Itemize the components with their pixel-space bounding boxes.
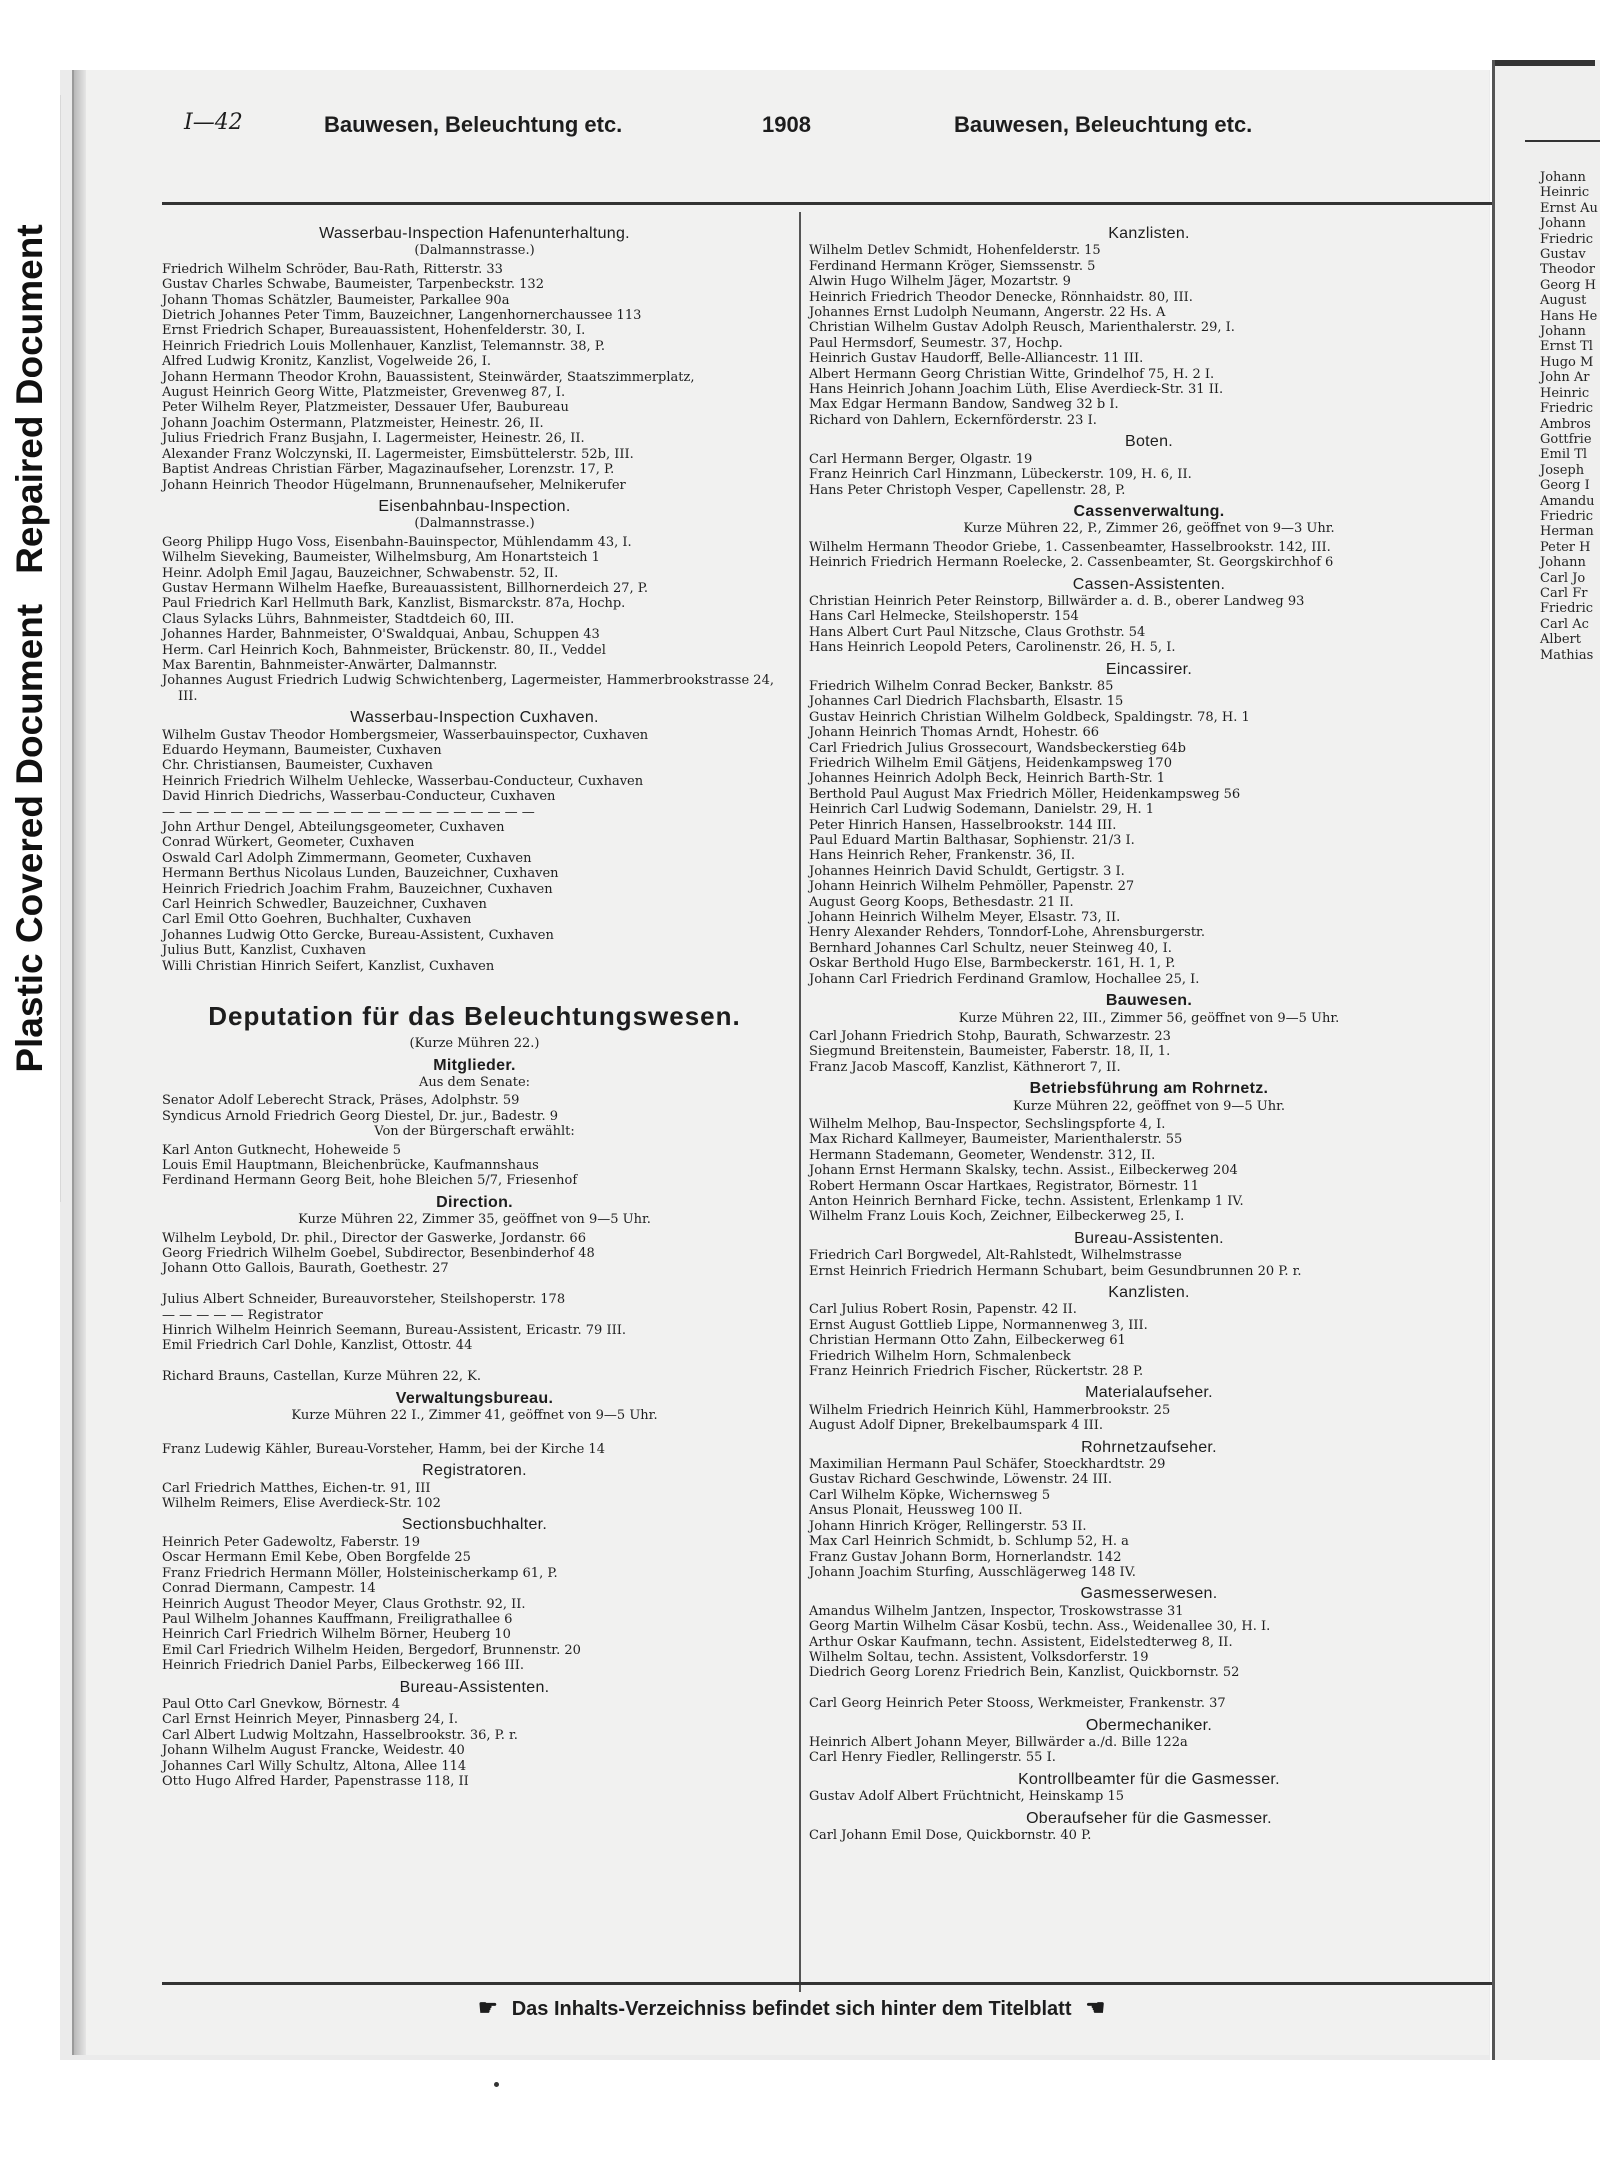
footer-note (464, 1995, 1119, 2021)
footer-rule (162, 1982, 1492, 1985)
list-item: Hans Heinrich Reher, Frankenstr. 36, II. (809, 848, 1076, 864)
section (162, 1680, 787, 1790)
list-item: Paul Eduard Martin Balthasar, Sophienstr. 21/3 I. (809, 833, 1135, 849)
list-item: Berthold Paul August Max Friedrich Möller, Heidenkampsweg 56 (809, 786, 1241, 802)
section (162, 710, 787, 974)
entry-list (809, 452, 1489, 498)
section (809, 226, 1489, 428)
section-title: Gasmesserwesen. (1080, 1585, 1218, 1603)
fragment-line: Friedric (1540, 508, 1594, 524)
left-column (162, 220, 787, 1789)
list-item: Paul Friedrich Karl Hellmuth Bark, Kanzlist, Bismarckstr. 87a, Hochp. (162, 596, 626, 612)
list-item: Wilhelm Detlev Schmidt, Hohenfelderstr. 15 (809, 243, 1101, 259)
section-title: Bureau-Assistenten. (399, 1678, 550, 1696)
list-item: Ferdinand Hermann Kröger, Siemssenstr. 5 (809, 258, 1096, 274)
list-item: August Heinrich Georg Witte, Platzmeister, Grevenweg 87, I. (162, 385, 566, 401)
entry-list (809, 1302, 1489, 1379)
side-label-right: Repaired Document (9, 224, 50, 574)
fragment-line: Amandu (1540, 493, 1595, 509)
page-tab (1492, 60, 1595, 66)
section-subtitle: Kurze Mühren 22 I., Zimmer 41, geöffnet von 9—5 Uhr. (291, 1408, 658, 1424)
fragment-line: Johann (1540, 555, 1586, 571)
list-item: Johannes Heinrich Adolph Beck, Heinrich Barth-Str. 1 (809, 771, 1165, 787)
fragment-line: Ernst Au (1540, 200, 1598, 216)
fragment-line: Gustav (1540, 247, 1586, 263)
fragment-line: Johann (1540, 324, 1586, 340)
list-item: Carl Emil Otto Goehren, Buchhalter, Cuxhaven (162, 912, 472, 928)
header-title-right: Bauwesen, Beleuchtung etc. (954, 112, 1253, 137)
list-item: Hermann Berthus Nicolaus Lunden, Bauzeichner, Cuxhaven (162, 866, 559, 882)
list-item: Heinrich Carl Friedrich Wilhelm Börner, Heuberg 10 (162, 1627, 511, 1643)
list-item: Albert Hermann Georg Christian Witte, Grindelhof 75, H. 2 I. (809, 366, 1215, 382)
adjacent-page (1492, 60, 1600, 2060)
list-item: Johannes Harder, Bahnmeister, O'Swaldquai, Anbau, Schuppen 43 (162, 627, 600, 643)
fragment-line: Gottfrie (1540, 431, 1592, 447)
list-item: Friedrich Wilhelm Emil Gätjens, Heidenkampsweg 170 (809, 756, 1172, 771)
fragment-line: Georg I (1540, 478, 1590, 494)
section (162, 226, 787, 493)
list-item: Heinr. Adolph Emil Jagau, Bauzeichner, Schwabenstr. 52, II. (162, 565, 559, 581)
list-item: Johannes Heinrich David Schuldt, Gertigstr. 3 I. (809, 863, 1125, 879)
section (162, 1391, 787, 1458)
list-item: Johann Heinrich Wilhelm Meyer, Elsastr. 73, II. (809, 910, 1121, 926)
entry-list (162, 1697, 787, 1789)
list-item: Wilhelm Friedrich Heinrich Kühl, Hammerbrookstr. 25 (809, 1402, 1171, 1418)
list-item: Wilhelm Melhop, Bau-Inspector, Sechslingspforte 4, I. (809, 1116, 1166, 1132)
list-item: Wilhelm Sieveking, Baumeister, Wilhelmsburg, Am Honartsteich 1 (162, 550, 600, 566)
fragment-line: Friedric (1540, 601, 1594, 617)
list-item: Conrad Diermann, Campestr. 14 (162, 1581, 376, 1597)
section-subtitle: Aus dem Senate: (418, 1074, 531, 1090)
list-item: Carl Julius Robert Rosin, Papenstr. 42 II. (809, 1302, 1077, 1318)
section (809, 1285, 1489, 1379)
section-title: Betriebsführung am Rohrnetz. (1029, 1080, 1269, 1098)
entry-list (809, 1403, 1489, 1434)
list-item: Robert Hermann Oscar Hartkaes, Registrator, Börnestr. 11 (809, 1178, 1199, 1194)
list-item: Hans Heinrich Johann Joachim Lüth, Elise Averdieck-Str. 31 II. (809, 382, 1224, 398)
section (809, 993, 1489, 1075)
section-subtitle: Kurze Mühren 22, III., Zimmer 56, geöffnet von 9—5 Uhr. (958, 1010, 1340, 1026)
section-subtitle: (Kurze Mühren 22.) (409, 1036, 540, 1052)
section-subtitle: Kurze Mühren 22, geöffnet von 9—5 Uhr. (1012, 1098, 1286, 1114)
list-item: Johann Thomas Schätzler, Baumeister, Parkallee 90a (162, 292, 510, 308)
list-item: Johann Heinrich Thomas Arndt, Hohestr. 66 (809, 725, 1100, 741)
section (809, 1811, 1489, 1844)
fragment-line: August (1540, 293, 1587, 309)
list-item: Friedrich Wilhelm Schröder, Bau-Rath, Ritterstr. 33 (162, 261, 503, 277)
section-title: Registratoren. (422, 1462, 527, 1480)
list-item: Max Edgar Hermann Bandow, Sandweg 32 b I. (809, 397, 1119, 413)
side-label-left: Plastic Covered Document (9, 603, 50, 1073)
list-item: Heinrich Albert Johann Meyer, Billwärder a./d. Bille 122a (809, 1734, 1188, 1750)
fragment-line: Albert (1540, 632, 1581, 648)
list-item: Johann Carl Friedrich Ferdinand Gramlow, Hochallee 25, I. (809, 971, 1200, 987)
list-item: Wilhelm Hermann Theodor Griebe, 1. Cassenbeamter, Hasselbrookstr. 142, III. (809, 539, 1331, 555)
list-item: Hinrich Wilhelm Heinrich Seemann, Bureau-Assistent, Ericastr. 79 III. (162, 1323, 626, 1338)
entry-list (809, 1604, 1489, 1712)
list-item: Emil Carl Friedrich Wilhelm Heiden, Bergedorf, Brunnenstr. 20 (162, 1642, 581, 1658)
entry-list (162, 1093, 787, 1124)
section (162, 1000, 787, 1051)
list-item: Chr. Christiansen, Baumeister, Cuxhaven (162, 758, 433, 774)
fragment-line: Hugo M (1540, 354, 1594, 370)
fragment-line: Johann (1540, 216, 1586, 232)
list-item: Baptist Andreas Christian Färber, Magazinaufseher, Lorenzstr. 17, P. (162, 462, 615, 478)
list-item: Oskar Berthold Hugo Else, Barmbeckerstr. 161, H. 1, P. (809, 956, 1176, 972)
section-title: Boten. (1124, 433, 1174, 451)
list-item: Heinrich Friedrich Wilhelm Uehlecke, Wasserbau-Conducteur, Cuxhaven (162, 773, 644, 789)
entry-list (162, 728, 787, 975)
list-item: Franz Ludewig Kähler, Bureau-Vorsteher, Hamm, bei der Kirche 14 (162, 1441, 605, 1457)
list-item: Heinrich Carl Ludwig Sodemann, Danielstr. 29, H. 1 (809, 802, 1155, 818)
list-item: Heinrich Friedrich Hermann Roelecke, 2. Cassenbeamter, St. Georgskirchhof 6 (809, 555, 1334, 571)
list-item: Louis Emil Hauptmann, Bleichenbrücke, Kaufmannshaus (162, 1157, 539, 1173)
list-item: Johannes Carl Willy Schultz, Altona, Allee 114 (162, 1758, 467, 1774)
list-item: Max Richard Kallmeyer, Baumeister, Marienthalerstr. 55 (809, 1132, 1183, 1148)
entry-list (162, 1481, 787, 1512)
list-item (809, 1681, 1489, 1696)
list-item: Franz Gustav Johann Borm, Hornerlandstr. 142 (809, 1549, 1122, 1565)
fragment-line: Hans He (1540, 308, 1598, 324)
list-item: Peter Wilhelm Reyer, Platzmeister, Dessauer Ufer, Baubureau (162, 400, 569, 416)
list-item: Paul Otto Carl Gnevkow, Börnestr. 4 (162, 1696, 401, 1712)
list-item: Heinrich Peter Gadewoltz, Faberstr. 19 (162, 1534, 421, 1550)
list-item: Julius Friedrich Franz Busjahn, I. Lagermeister, Heinestr. 26, II. (162, 431, 585, 447)
list-item: Johannes Ernst Ludolph Neumann, Angerstr. 22 Hs. A (809, 305, 1166, 321)
section (809, 662, 1489, 988)
section (162, 499, 787, 704)
list-item: Franz Jacob Mascoff, Kanzlist, Käthnerort 7, II. (809, 1059, 1121, 1075)
list-item: Peter Hinrich Hansen, Hasselbrookstr. 144 III. (809, 817, 1117, 833)
list-item: Alwin Hugo Wilhelm Jäger, Mozartstr. 9 (809, 274, 1071, 290)
list-item: Carl Hermann Berger, Olgastr. 19 (809, 451, 1033, 467)
section-subtitle: (Dalmannstrasse.) (414, 516, 535, 532)
section-title: Cassenverwaltung. (1073, 502, 1225, 520)
section-title: Cassen-Assistenten. (1072, 575, 1226, 593)
list-item: Franz Friedrich Hermann Möller, Holsteinischerkamp 61, P. (162, 1565, 558, 1581)
list-item: Heinrich Friedrich Daniel Parbs, Eilbeckerweg 166 III. (162, 1658, 525, 1674)
list-item: Johann Hermann Theodor Krohn, Bauassistent, Steinwärder, Staatszimmerplatz, (162, 369, 695, 385)
list-item: Max Barentin, Bahnmeister-Anwärter, Dalmannstr. (162, 657, 498, 673)
section (809, 504, 1489, 571)
list-item (162, 1277, 787, 1292)
list-item: Hermann Stademann, Geometer, Wendenstr. 312, II. (809, 1147, 1156, 1163)
list-item: Heinrich Gustav Haudorff, Belle-Alliancestr. 11 III. (809, 351, 1144, 367)
pointing-hand-icon: ☚ (1085, 1995, 1106, 2020)
list-item: Heinrich Friedrich Joachim Frahm, Bauzeichner, Cuxhaven (162, 881, 553, 897)
list-item: Julius Albert Schneider, Bureauvorsteher, Steilshoperstr. 178 (162, 1292, 566, 1308)
list-item: Paul Wilhelm Johannes Kauffmann, Freiligrathallee 6 (162, 1611, 513, 1627)
fragment-line: Joseph (1540, 462, 1585, 478)
list-item: Johann Hinrich Kröger, Rellingerstr. 53 II. (809, 1518, 1087, 1534)
entry-list (809, 679, 1489, 987)
list-item: Henry Alexander Rehders, Tonndorf-Lohe, Ahrensburgerstr. (809, 925, 1205, 941)
column-divider (799, 212, 801, 1992)
entry-list (809, 1735, 1489, 1766)
section (809, 1385, 1489, 1433)
list-item: Johann Joachim Ostermann, Platzmeister, Heinestr. 26, II. (162, 415, 544, 431)
entry-list (162, 535, 787, 704)
list-item: John Arthur Dengel, Abteilungsgeometer, Cuxhaven (162, 820, 505, 836)
entry-list (809, 1248, 1489, 1279)
list-item: Siegmund Breitenstein, Baumeister, Faberstr. 18, II, 1. (809, 1044, 1171, 1060)
list-item: David Hinrich Diedrichs, Wasserbau-Conducteur, Cuxhaven (162, 789, 556, 805)
list-item: Johannes Ludwig Otto Gercke, Bureau-Assistent, Cuxhaven (162, 927, 554, 943)
list-item: Georg Friedrich Wilhelm Goebel, Subdirector, Besenbinderhof 48 (162, 1245, 595, 1261)
list-item: Dietrich Johannes Peter Timm, Bauzeichner, Langenhornerchaussee 113 (162, 308, 642, 324)
fragment-line: Carl Jo (1540, 570, 1586, 586)
fragment-line: Friedric (1540, 231, 1594, 247)
list-item: Wilhelm Franz Louis Koch, Zeichner, Eilbeckerweg 25, I. (809, 1209, 1185, 1225)
section-title: Kanzlisten. (1108, 225, 1190, 242)
list-item: Carl Henry Fiedler, Rellingerstr. 55 I. (809, 1750, 1056, 1766)
document-page (72, 70, 1489, 2055)
section-title: Eincassirer. (1105, 660, 1193, 678)
list-item: — — — — — — — — — — — — — — — — — — — — — — (162, 804, 535, 820)
list-item: Johannes August Friedrich Ludwig Schwichtenberg, Lagermeister, Hammerbrookstrasse 24, III. (162, 673, 774, 704)
list-item: Richard von Dahlern, Eckernförderstr. 23 I. (809, 412, 1097, 428)
section (809, 1772, 1489, 1805)
list-item: Johann Heinrich Theodor Hügelmann, Brunnenaufseher, Melnikerufer (162, 477, 626, 493)
section-title: Wasserbau-Inspection Hafenunterhaltung. (319, 225, 630, 242)
entry-list (809, 1828, 1489, 1843)
section-title: Mitglieder. (433, 1056, 516, 1074)
list-item: Alexander Franz Wolczynski, II. Lagermeister, Eimsbüttelerstr. 52b, III. (162, 446, 634, 462)
fragment-line: Peter H (1540, 539, 1591, 555)
list-item: Carl Georg Heinrich Peter Stooss, Werkmeister, Frankenstr. 37 (809, 1696, 1226, 1712)
section (162, 1195, 787, 1385)
list-item (162, 1426, 787, 1441)
list-item: Willi Christian Hinrich Seifert, Kanzlist, Cuxhaven (162, 958, 495, 974)
section-subtitle: Von der Bürgerschaft erwählt: (374, 1124, 575, 1140)
entry-list (809, 1789, 1489, 1804)
list-item: Wilhelm Leybold, Dr. phil., Director der Gaswerke, Jordanstr. 66 (162, 1230, 586, 1246)
list-item: Friedrich Wilhelm Horn, Schmalenbeck (809, 1348, 1071, 1364)
header-year: 1908 (762, 112, 811, 137)
list-item: Senator Adolf Leberecht Strack, Präses, Adolphstr. 59 (162, 1093, 520, 1109)
list-item: Eduardo Heymann, Baumeister, Cuxhaven (162, 743, 442, 758)
section (809, 577, 1489, 656)
section-title: Rohrnetzaufseher. (1081, 1438, 1217, 1456)
list-item: Franz Heinrich Friedrich Fischer, Rückertstr. 28 P. (809, 1364, 1144, 1380)
list-item: Oswald Carl Adolph Zimmermann, Geometer, Cuxhaven (162, 850, 532, 866)
list-item: Ernst August Gottlieb Lippe, Normannenweg 3, III. (809, 1317, 1148, 1333)
entry-list (809, 540, 1489, 571)
list-item: Conrad Würkert, Geometer, Cuxhaven (162, 835, 415, 851)
list-item: Ansus Plonait, Heussweg 100 II. (809, 1503, 1023, 1519)
fragment-line: Friedric (1540, 401, 1594, 417)
list-item: Christian Wilhelm Gustav Adolph Reusch, Marienthalerstr. 29, I. (809, 320, 1235, 336)
list-item: Karl Anton Gutknecht, Hoheweide 5 (162, 1142, 401, 1158)
list-item: Bernhard Johannes Carl Schultz, neuer Steinweg 40, I. (809, 940, 1172, 956)
list-item: Johannes Carl Diedrich Flachsbarth, Elsastr. 15 (809, 694, 1124, 710)
section-title: Bureau-Assistenten. (1074, 1229, 1224, 1247)
list-item: Carl Johann Emil Dose, Quickbornstr. 40 P. (809, 1828, 1092, 1843)
header-rule (162, 202, 1492, 205)
fragment-line: Herman (1540, 524, 1594, 540)
list-item: Johann Ernst Hermann Skalsky, techn. Assist., Eilbeckerweg 204 (809, 1163, 1238, 1179)
list-item: Carl Wilhelm Köpke, Wichernsweg 5 (809, 1487, 1051, 1503)
list-item (162, 1354, 787, 1369)
list-item: Carl Friedrich Matthes, Eichen-tr. 91, III (162, 1480, 431, 1496)
header-title-left: Bauwesen, Beleuchtung etc. (324, 112, 623, 137)
fragment-line: Johann (1540, 170, 1586, 185)
section-subtitle: Kurze Mühren 22, P., Zimmer 26, geöffnet von 9—3 Uhr. (963, 521, 1335, 537)
list-item: Heinrich Friedrich Theodor Denecke, Rönnhaidstr. 80, III. (809, 289, 1193, 305)
fragment-line: John Ar (1540, 370, 1590, 386)
list-item: Hans Carl Helmecke, Steilshoperstr. 154 (809, 609, 1079, 625)
list-item: Gustav Heinrich Christian Wilhelm Goldbeck, Spaldingstr. 78, H. 1 (809, 709, 1250, 725)
adjacent-page-text (1540, 170, 1598, 663)
list-item: Georg Philipp Hugo Voss, Eisenbahn-Bauinspector, Mühlendamm 43, I. (162, 534, 632, 550)
list-item: Hans Albert Curt Paul Nitzsche, Claus Grothstr. 54 (809, 624, 1146, 640)
section (162, 1058, 787, 1189)
list-item: Ernst Friedrich Schaper, Bureauassistent, Hohenfelderstr. 30, I. (162, 323, 586, 339)
entry-list (809, 594, 1489, 656)
list-item: Carl Ernst Heinrich Meyer, Pinnasberg 24, I. (162, 1712, 458, 1728)
list-item: Wilhelm Gustav Theodor Hombergsmeier, Wasserbauinspector, Cuxhaven (162, 727, 649, 743)
list-item: Johann Joachim Sturfing, Ausschlägerweg 148 IV. (809, 1564, 1136, 1580)
side-label (0, 95, 61, 1202)
list-item: Franz Heinrich Carl Hinzmann, Lübeckerstr. 109, H. 6, II. (809, 467, 1192, 483)
section-title: Eisenbahnbau-Inspection. (378, 497, 571, 515)
list-item: Otto Hugo Alfred Harder, Papenstrasse 118, II (162, 1773, 469, 1789)
fragment-line: Carl Ac (1540, 616, 1589, 632)
fragment-line: Ambros (1540, 416, 1591, 432)
list-item: Amandus Wilhelm Jantzen, Inspector, Troskowstrasse 31 (809, 1603, 1184, 1619)
entry-list (162, 1231, 787, 1385)
list-item: Hans Peter Christoph Vesper, Capellenstr. 28, P. (809, 482, 1126, 498)
list-item: August Adolf Dipner, Brekelbaumspark 4 III. (809, 1418, 1104, 1434)
list-item: Carl Heinrich Schwedler, Bauzeichner, Cuxhaven (162, 897, 487, 913)
list-item: Oscar Hermann Emil Kebe, Oben Borgfelde 25 (162, 1550, 471, 1566)
section-title: Oberaufseher für die Gasmesser. (1026, 1809, 1272, 1827)
list-item: Christian Hermann Otto Zahn, Eilbeckerweg 61 (809, 1333, 1126, 1349)
page-gutter (74, 70, 86, 2055)
list-item: Ferdinand Hermann Georg Beit, hohe Bleichen 5/7, Friesenhof (162, 1173, 578, 1189)
list-item: Heinrich Friedrich Louis Mollenhauer, Kanzlist, Telemannstr. 38, P. (162, 338, 606, 354)
list-item: Heinrich August Theodor Meyer, Claus Grothstr. 92, II. (162, 1596, 526, 1612)
list-item: Hans Heinrich Leopold Peters, Carolinenstr. 26, H. 5, I. (809, 640, 1176, 656)
list-item: Carl Albert Ludwig Moltzahn, Hasselbrookstr. 36, P. r. (162, 1727, 518, 1743)
section (162, 1463, 787, 1511)
section-title: Wasserbau-Inspection Cuxhaven. (350, 709, 599, 727)
entry-list (809, 1457, 1489, 1580)
section (809, 434, 1489, 498)
section-title: Verwaltungsbureau. (395, 1389, 554, 1407)
list-item: Julius Butt, Kanzlist, Cuxhaven (162, 943, 367, 959)
pointing-hand-icon: ☛ (478, 1995, 498, 2020)
list-item: Johann Wilhelm August Francke, Weidestr. 40 (162, 1743, 465, 1759)
list-item: Ernst Heinrich Friedrich Hermann Schubart, beim Gesundbrunnen 20 P. r. (809, 1263, 1302, 1279)
page-number: I—42 (184, 110, 243, 135)
section (809, 1440, 1489, 1581)
section-title: Kanzlisten. (1108, 1284, 1190, 1301)
list-item: Paul Hermsdorf, Seumestr. 37, Hochp. (809, 335, 1063, 351)
entry-list (809, 1029, 1489, 1075)
list-item: Max Carl Heinrich Schmidt, b. Schlump 52, H. a (809, 1534, 1129, 1550)
list-item: Gustav Charles Schwabe, Baumeister, Tarpenbeckstr. 132 (162, 277, 544, 293)
entry-list (162, 1535, 787, 1674)
section-title: Obermechaniker. (1085, 1716, 1213, 1734)
fragment-line: Ernst Tl (1540, 339, 1593, 355)
section-title: Materialaufseher. (1085, 1384, 1213, 1402)
section (809, 1586, 1489, 1711)
section-subtitle: (Dalmannstrasse.) (414, 243, 535, 259)
list-item: Carl Friedrich Julius Grossecourt, Wandsbeckerstieg 64b (809, 740, 1186, 756)
entry-list (162, 1143, 787, 1189)
right-column (809, 220, 1489, 1843)
section (809, 1718, 1489, 1766)
section-big-title: Deputation für das Beleuchtungswesen. (208, 1001, 741, 1032)
fragment-line: Georg H (1540, 277, 1596, 293)
section (809, 1081, 1489, 1225)
fragment-line: Heinric (1540, 185, 1590, 201)
fragment-line: Heinric (1540, 385, 1590, 401)
list-item: Johann Heinrich Wilhelm Pehmöller, Papenstr. 27 (809, 879, 1135, 895)
list-item: Anton Heinrich Bernhard Ficke, techn. Assistent, Erlenkamp 1 IV. (809, 1193, 1244, 1209)
list-item: Maximilian Hermann Paul Schäfer, Stoeckhardtstr. 29 (809, 1457, 1166, 1473)
list-item: Syndicus Arnold Friedrich Georg Diestel, Dr. jur., Badestr. 9 (162, 1108, 558, 1124)
section (162, 1517, 787, 1673)
list-item: Gustav Richard Geschwinde, Löwenstr. 24 III. (809, 1472, 1113, 1488)
fragment-line: Mathias (1540, 647, 1594, 663)
list-item: Wilhelm Soltau, techn. Assistent, Volksdorferstr. 19 (809, 1649, 1149, 1665)
list-item: Arthur Oskar Kaufmann, techn. Assistent, Eidelstedterweg 8, II. (809, 1634, 1233, 1650)
entry-list (809, 1117, 1489, 1225)
ink-dot (494, 2082, 499, 2087)
list-item: Christian Heinrich Peter Reinstorp, Billwärder a. d. B., oberer Landweg 93 (809, 593, 1305, 609)
list-item: August Georg Koops, Bethesdastr. 21 II. (809, 894, 1074, 910)
list-item: Gustav Hermann Wilhelm Haefke, Bureauassistent, Billhornerdeich 27, P. (162, 580, 649, 596)
fragment-line: Theodor (1540, 262, 1595, 278)
list-item: Emil Friedrich Carl Dohle, Kanzlist, Ottostr. 44 (162, 1338, 473, 1354)
section-title: Sectionsbuchhalter. (401, 1516, 548, 1534)
section-subtitle: Kurze Mühren 22, Zimmer 35, geöffnet von 9—5 Uhr. (298, 1212, 651, 1228)
list-item: Claus Sylacks Lührs, Bahnmeister, Stadtdeich 60, III. (162, 611, 515, 627)
section-title: Bauwesen. (1105, 992, 1193, 1010)
adjacent-page-rule (1525, 140, 1600, 142)
list-item: Friedrich Wilhelm Conrad Becker, Bankstr. 85 (809, 678, 1114, 694)
section-title: Kontrollbeamter für die Gasmesser. (1018, 1770, 1280, 1788)
list-item: Diedrich Georg Lorenz Friedrich Bein, Kanzlist, Quickbornstr. 52 (809, 1665, 1240, 1681)
list-item: Herm. Carl Heinrich Koch, Bahnmeister, Brückenstr. 80, II., Veddel (162, 642, 606, 658)
list-item: Gustav Adolf Albert Früchtnicht, Heinskamp 15 (809, 1789, 1124, 1805)
footer-text: Das Inhalts-Verzeichniss befindet sich hinter dem Titelblatt (511, 1998, 1072, 2020)
list-item: Friedrich Carl Borgwedel, Alt-Rahlstedt, Wilhelmstrasse (809, 1248, 1182, 1264)
list-item: Richard Brauns, Castellan, Kurze Mühren 22, K. (162, 1369, 482, 1385)
list-item: — — — — — Registrator (162, 1307, 323, 1323)
entry-list (162, 262, 787, 493)
list-item: Wilhelm Reimers, Elise Averdieck-Str. 102 (162, 1496, 441, 1512)
list-item: Carl Johann Friedrich Stohp, Baurath, Schwarzestr. 23 (809, 1028, 1171, 1044)
list-item: Alfred Ludwig Kronitz, Kanzlist, Vogelweide 26, I. (162, 354, 491, 370)
entry-list (809, 243, 1489, 428)
list-item: Johann Otto Gallois, Baurath, Goethestr. 27 (162, 1261, 449, 1277)
page-header (74, 108, 1489, 148)
fragment-line: Carl Fr (1540, 585, 1588, 601)
list-item: Georg Martin Wilhelm Cäsar Kosbü, techn. Ass., Weidenallee 30, H. I. (809, 1619, 1271, 1635)
fragment-line: Emil Tl (1540, 447, 1588, 463)
entry-list (162, 1426, 787, 1457)
section-title: Direction. (436, 1193, 513, 1211)
section (809, 1231, 1489, 1279)
